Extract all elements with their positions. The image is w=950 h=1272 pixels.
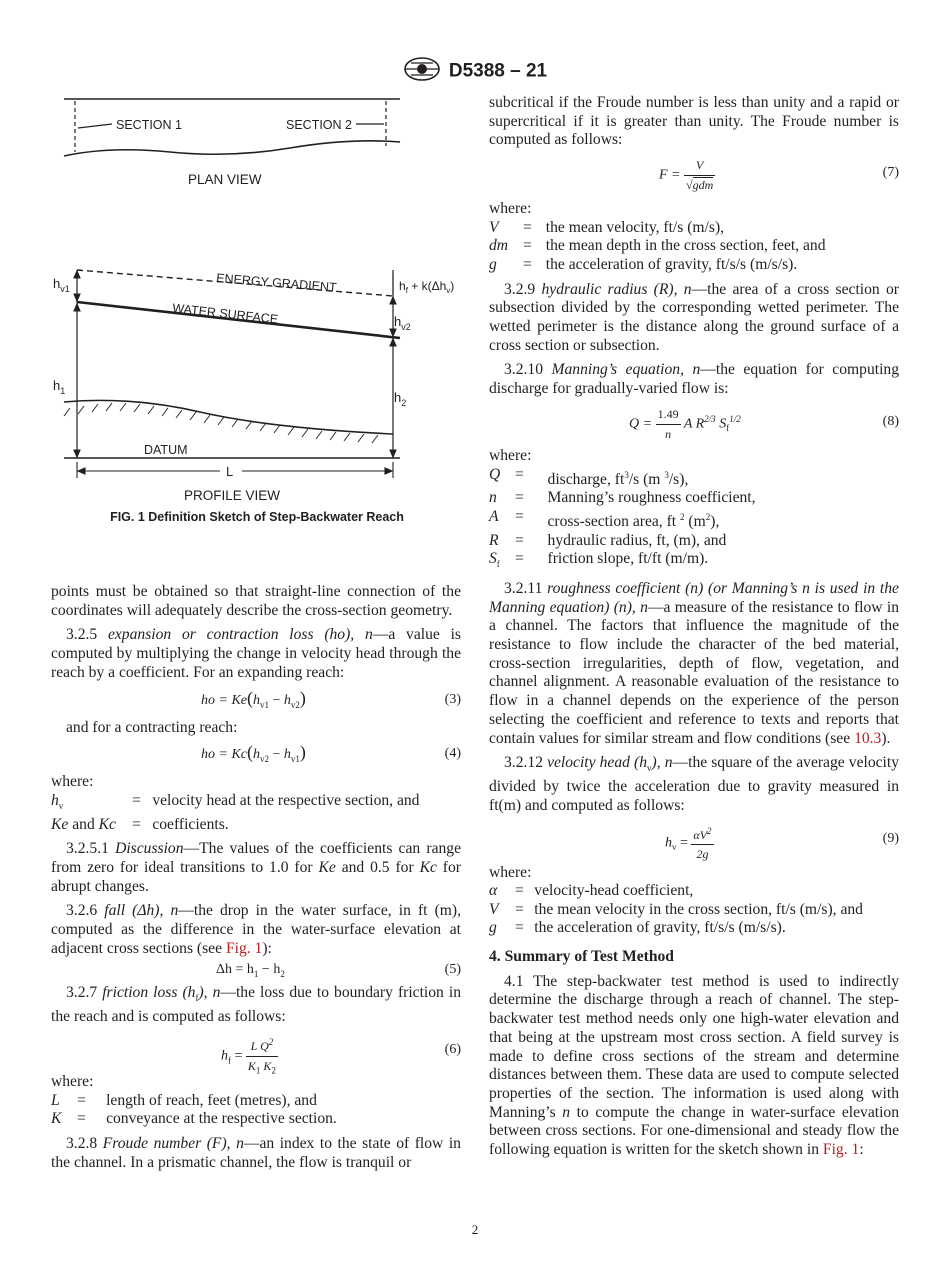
hf-label: h	[399, 279, 406, 293]
profile-view-label: PROFILE VIEW	[184, 488, 281, 503]
figure-1	[50, 90, 470, 510]
where-label-2: where:	[51, 1072, 94, 1090]
h2-label: h	[394, 390, 402, 405]
definitions-list-5	[489, 882, 899, 938]
section-3-2-12: 3.2.12 velocity head $(h_v)$, n—the square of the average velocity divided by twice the acceleration due to gravity measured in ft(m) and computed as follows:	[489, 754, 900, 814]
svg-text:h2	[394, 390, 406, 408]
svg-text:hv2	[394, 314, 411, 332]
section-3-2-6: 3.2.6 fall (Δh), n—the drop in the water surface, in ft (m), computed as the difference in the water-surface elevation at adjacent cross sections (see Fig. 1):	[51, 902, 461, 957]
length-label: L	[226, 464, 234, 479]
standard-designation: D5388 – 21	[448, 60, 548, 82]
definition-row: Ke and Kc = coefficients.	[51, 815, 229, 833]
definitions-list-1	[51, 792, 461, 834]
equation-5: $\Delta h = h_1 - h_2$ (5)	[216, 962, 461, 980]
definition-row: α = velocity-head coefficient,	[489, 882, 694, 900]
section-3-2-7: 3.2.7 friction loss $(h_f)$, n—the loss due to boundary friction in the reach and is computed as follows:	[51, 984, 462, 1026]
definition-row: $S_f$ = friction slope, ft/ft (m/m).	[489, 550, 709, 570]
equation-3: ho = $Ke(h_{v1} - h_{v2})$ (3)	[201, 687, 461, 710]
paragraph-points: points must be obtained so that straight-line connection of the coordinates will adequately describe the cross-section geometry.	[51, 583, 461, 619]
equation-7: F = $\frac{V}{\text{√gdm}}$ (7)	[659, 158, 899, 192]
ref-10-3-link[interactable]: 10.3	[854, 729, 882, 747]
hv1-sub: v1	[60, 284, 70, 294]
definition-row: g = the acceleration of gravity, ft/s/s (m/s/s).	[489, 919, 786, 937]
equation-6: $h_f$ = $\frac{L Q^2}{K_1 K_2}$ (6)	[51, 1027, 461, 1073]
plan-section1-label: SECTION 1	[116, 118, 182, 132]
definition-row: K = conveyance at the respective section.	[51, 1110, 337, 1128]
h2-sub: 2	[401, 398, 407, 408]
section-3-2-10: 3.2.10 Manning’s equation, n—the equation for computing discharge for gradually-varied flow is:	[489, 361, 899, 398]
definition-row: n = Manning’s roughness coefficient,	[489, 489, 756, 507]
definition-row: $h_v$ = velocity head at the respective section, and	[51, 791, 420, 812]
plan-view-label: PLAN VIEW	[188, 172, 262, 187]
fig-1-link[interactable]: Fig. 1	[225, 939, 263, 957]
channel-bed	[64, 400, 393, 434]
datum-label: DATUM	[144, 443, 188, 457]
equation-9: $h_v$ = $\frac{\alpha V^2}{2g}$ (9)	[489, 816, 899, 864]
definition-row: V = the mean velocity in the cross section, ft/s (m/s), and	[489, 900, 863, 918]
hv1-label: h	[53, 276, 61, 291]
paragraph-subcritical: subcritical if the Froude number is less than unity and a rapid or supercritical if it is greater than unity. The Froude number is computed as follows:	[489, 94, 899, 149]
right-column	[489, 94, 899, 1160]
section-4-1: 4.1 The step-backwater test method is used to indirectly determine the discharge through a reach of channel. The step-backwater test method needs only one high-water elevation and that being at the upstream most cross section. A field survey is made to define cross sections of the stream and determine distances between them. These data are used to compute selected properties of the section. The information is used along with Manning’s n to compute the change in water-surface elevation between cross sections. For one-dimensional and steady flow the following equation is written for the sketch shown in Fig. 1:	[489, 972, 900, 1159]
definition-row: dm = the mean depth in the cross section, feet, and	[489, 237, 826, 255]
definition-row: A = cross-section area, ft $^2$ $(m^2)$,	[489, 507, 720, 531]
where-label-4: where:	[489, 446, 532, 464]
section-3-2-5: 3.2.5 expansion or contraction loss (ho), n—a value is computed by multiplying the change in velocity head through the reach by a coefficient. For an expanding reach:	[51, 626, 461, 681]
where-label-5: where:	[489, 863, 532, 881]
figure-caption: FIG. 1 Definition Sketch of Step-Backwater Reach	[110, 510, 404, 524]
definition-row: R = hydraulic radius, ft, (m), and	[489, 531, 727, 549]
paragraph-contracting: and for a contracting reach:	[66, 718, 238, 736]
where-label-1: where:	[51, 773, 94, 791]
section-3-2-9: 3.2.9 hydraulic radius (R), n—the area of a cross section or subsection divided by the corresponding wetted perimeter. The wetted perimeter is the distance along the ground surface of a cross section or subsection.	[489, 280, 899, 354]
equation-4: ho = $Kc(h_{v2} - h_{v1})$ (4)	[201, 742, 461, 765]
plan-bottom-bank	[64, 141, 400, 156]
page-number: 2	[471, 1222, 479, 1237]
definitions-list-4	[489, 466, 899, 574]
section-3-2-5-1: 3.2.5.1 Discussion—The values of the coefficients can range from zero for ideal transitions to 1.0 for Ke and 0.5 for Kc for abrupt changes.	[51, 840, 462, 895]
h1-sub: 1	[60, 386, 66, 396]
h1-label: h	[53, 378, 61, 393]
fig-1-link-2[interactable]: Fig. 1	[822, 1141, 860, 1159]
definition-row: Q = discharge, $ft^3/s$ (m $^3$/s),	[489, 465, 689, 488]
definition-row: g = the acceleration of gravity, ft/s/s (m/s/s).	[489, 256, 798, 273]
hv2-sub: v2	[401, 322, 411, 332]
equation-8: Q = $\frac{1.49}{n}$ A $R^{2/3}$ $S_f^{1/2}$ (8)	[629, 406, 899, 441]
where-label-3: where:	[489, 200, 532, 218]
energy-gradient-label: ENERGY GRADIENT	[215, 271, 338, 295]
svg-text:h1	[53, 378, 65, 396]
page-header	[0, 56, 950, 87]
definitions-list-3	[489, 219, 899, 275]
section-3-2-11: 3.2.11 roughness coefficient (n) (or Manning’s n is used in the Manning equation) (n), n—a measure of the resistance to flow in a channel. The factors that influence the magnitude of the resistance to flow include the character of the bed material, cross-section irregularities, depth of flow, vegetation, and channel alignment. A reasonable evaluation of the resistance to flow in a channel depends on the experience of the person selecting the coefficient and reference to texts and reports that contain values for similar stream and flow conditions (see 10.3).	[489, 579, 899, 747]
definition-row: V = the mean velocity, ft/s (m/s),	[489, 218, 725, 236]
svg-text:hv1	[53, 276, 70, 294]
svg-text:hf + k(Δhv): $h_f + k(\Delta h_v)$	[399, 279, 455, 295]
definitions-list-2	[51, 1092, 461, 1129]
section-4-heading: 4. Summary of Test Method	[489, 948, 674, 965]
section-3-2-8: 3.2.8 Froude number (F), n—an index to the state of flow in the channel. In a prismatic channel, the flow is tranquil or	[51, 1134, 461, 1171]
water-surface-label: WATER SURFACE	[171, 301, 279, 327]
plan-section2-label: SECTION 2	[286, 118, 352, 132]
definition-row: L = length of reach, feet (metres), and	[51, 1091, 317, 1109]
left-column	[51, 583, 461, 1172]
hv2-label: h	[394, 314, 402, 329]
astm-logo-icon	[403, 56, 441, 87]
